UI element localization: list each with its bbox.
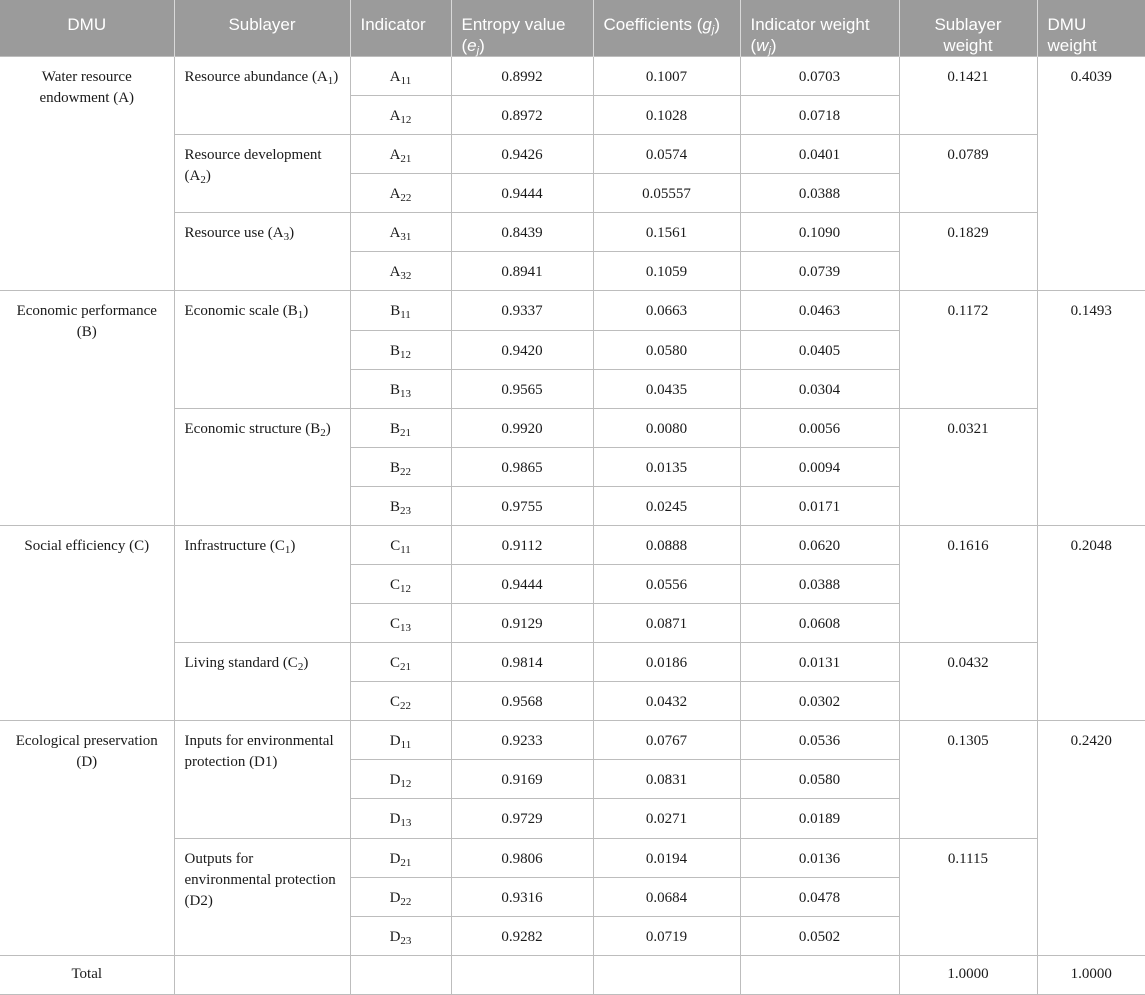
- total-row: [0, 955, 1145, 994]
- indicator-cell: [350, 760, 451, 799]
- sublayer-weight-cell: 0.0432: [899, 643, 1037, 721]
- indicator-letter: A: [389, 186, 401, 203]
- indicator-weight-cell: 0.0189: [740, 799, 899, 838]
- indicator-subscript: 31: [400, 231, 412, 244]
- indicator-letter: C: [389, 694, 400, 711]
- sublayer-weight-cell: 0.1115: [899, 838, 1037, 955]
- indicator-cell: [350, 330, 451, 369]
- indicator-weight-cell: 0.0739: [740, 252, 899, 291]
- header-indicator-weight: [740, 0, 899, 57]
- indicator-cell: [350, 682, 451, 721]
- indicator-weight-cell: 0.0502: [740, 916, 899, 955]
- coefficient-cell: 0.0186: [593, 643, 740, 682]
- indicator-weight-cell: 0.0463: [740, 291, 899, 330]
- coefficient-cell: 0.0831: [593, 760, 740, 799]
- indicator-subscript: 21: [400, 426, 411, 439]
- indicator-weight-cell: 0.0703: [740, 57, 899, 96]
- total-dmu-weight: 1.0000: [1037, 955, 1145, 994]
- header-entropy-close: ): [479, 36, 485, 55]
- sublayer-label: Economic structure (B: [184, 420, 321, 437]
- entropy-cell: 0.9865: [451, 447, 593, 486]
- indicator-cell: [350, 174, 451, 213]
- sublayer-cell: [174, 643, 350, 721]
- entropy-cell: 0.9420: [451, 330, 593, 369]
- coefficient-cell: 0.0432: [593, 682, 740, 721]
- indicator-subscript: 21: [400, 153, 412, 166]
- indicator-letter: D: [389, 889, 401, 906]
- entropy-cell: 0.9806: [451, 838, 593, 877]
- sublayer-cell: [174, 408, 350, 525]
- sublayer-close: ): [289, 225, 295, 242]
- sublayer-cell: [174, 721, 350, 838]
- header-indweight-subscript: j: [768, 45, 771, 57]
- sublayer-label: Living standard (C: [184, 655, 298, 672]
- indicator-weight-cell: 0.0608: [740, 604, 899, 643]
- indicator-letter: C: [389, 655, 400, 672]
- indicator-cell: [350, 408, 451, 447]
- indicator-cell: [350, 447, 451, 486]
- indicator-weight-cell: 0.0580: [740, 760, 899, 799]
- indicator-weight-cell: 0.0536: [740, 721, 899, 760]
- total-label: Total: [0, 955, 174, 994]
- header-coeff-close: ): [714, 15, 720, 34]
- indicator-subscript: 23: [400, 504, 411, 517]
- coefficient-cell: 0.0245: [593, 486, 740, 525]
- indicator-cell: [350, 135, 451, 174]
- indicator-letter: B: [389, 381, 400, 398]
- header-coefficients: [593, 0, 740, 57]
- sublayer-subscript: 1: [284, 543, 291, 556]
- header-entropy-text: Entropy value (: [461, 15, 566, 55]
- sublayer-label: Infrastructure (C: [184, 537, 285, 554]
- indicator-weight-cell: 0.0304: [740, 369, 899, 408]
- sublayer-weight-cell: 0.1421: [899, 57, 1037, 135]
- sublayer-weight-cell: 0.1305: [899, 721, 1037, 838]
- indicator-letter: D: [389, 811, 401, 828]
- indicator-letter: B: [389, 498, 400, 515]
- header-entropy: [451, 0, 593, 57]
- indicator-letter: C: [389, 616, 400, 633]
- indicator-subscript: 22: [400, 895, 412, 908]
- entropy-cell: 0.9129: [451, 604, 593, 643]
- indicator-subscript: 22: [400, 700, 411, 713]
- header-coeff-subscript: j: [711, 24, 715, 36]
- indicator-cell: [350, 96, 451, 135]
- header-dmu: DMU: [0, 0, 174, 57]
- sublayer-close: ): [303, 655, 309, 672]
- indicator-letter: A: [389, 225, 401, 242]
- coefficient-cell: 0.0435: [593, 369, 740, 408]
- indicator-weight-cell: 0.0718: [740, 96, 899, 135]
- indicator-cell: [350, 916, 451, 955]
- empty-cell: [593, 955, 740, 994]
- entropy-cell: 0.9233: [451, 721, 593, 760]
- header-coeff-symbol: g: [702, 15, 712, 34]
- sublayer-cell: [174, 135, 350, 213]
- indicator-weight-cell: 0.0401: [740, 135, 899, 174]
- indicator-weight-cell: 0.0094: [740, 447, 899, 486]
- table-row: [0, 57, 1145, 96]
- indicator-subscript: 12: [400, 348, 411, 361]
- indicator-subscript: 11: [400, 309, 411, 322]
- indicator-weight-cell: 0.0405: [740, 330, 899, 369]
- indicator-subscript: 22: [400, 192, 412, 205]
- entropy-cell: 0.9282: [451, 916, 593, 955]
- indicator-subscript: 32: [400, 270, 412, 283]
- coefficient-cell: 0.0871: [593, 604, 740, 643]
- sublayer-subscript: 3: [283, 231, 290, 244]
- indicator-cell: [350, 643, 451, 682]
- indicator-cell: [350, 525, 451, 564]
- dmu-weight-cell: 0.1493: [1037, 291, 1145, 525]
- header-row: [0, 0, 1145, 57]
- dmu-weight-cell: 0.4039: [1037, 57, 1145, 291]
- indicator-subscript: 23: [400, 934, 412, 947]
- indicator-subscript: 12: [400, 583, 411, 596]
- header-indweight-close: ): [770, 36, 777, 55]
- indicator-cell: [350, 291, 451, 330]
- indicator-subscript: 11: [400, 543, 411, 556]
- entropy-cell: 0.9920: [451, 408, 593, 447]
- indicator-cell: [350, 369, 451, 408]
- empty-cell: [174, 955, 350, 994]
- indicator-weight-cell: 0.1090: [740, 213, 899, 252]
- coefficient-cell: 0.0663: [593, 291, 740, 330]
- indicator-letter: C: [389, 577, 400, 594]
- sublayer-weight-cell: 0.1172: [899, 291, 1037, 408]
- entropy-cell: 0.9337: [451, 291, 593, 330]
- empty-cell: [350, 955, 451, 994]
- sublayer-subscript: 2: [297, 661, 304, 674]
- dmu-cell: Social efficiency (C): [0, 525, 174, 720]
- indicator-letter: D: [389, 733, 401, 750]
- entropy-cell: 0.9444: [451, 565, 593, 604]
- entropy-cell: 0.9169: [451, 760, 593, 799]
- entropy-cell: 0.9814: [451, 643, 593, 682]
- indicator-subscript: 21: [400, 856, 412, 869]
- table-header: [0, 0, 1145, 57]
- table-row: [0, 291, 1145, 330]
- header-sublayer-weight: Sublayer weight: [899, 0, 1037, 57]
- indicator-subscript: 11: [400, 739, 412, 752]
- indicator-subscript: 12: [400, 778, 412, 791]
- sublayer-weight-cell: 0.1829: [899, 213, 1037, 291]
- entropy-cell: 0.8992: [451, 57, 593, 96]
- coefficient-cell: 0.0556: [593, 565, 740, 604]
- indicator-cell: [350, 565, 451, 604]
- indicator-cell: [350, 604, 451, 643]
- dmu-cell: Water resource endowment (A): [0, 57, 174, 291]
- indicator-letter: B: [389, 420, 400, 437]
- coefficient-cell: 0.0080: [593, 408, 740, 447]
- entropy-cell: 0.9444: [451, 174, 593, 213]
- indicator-weight-cell: 0.0171: [740, 486, 899, 525]
- dmu-cell: Ecological preservation (D): [0, 721, 174, 955]
- indicator-letter: D: [389, 850, 401, 867]
- entropy-cell: 0.9755: [451, 486, 593, 525]
- indicator-letter: A: [389, 108, 401, 125]
- sublayer-subscript: 2: [200, 174, 206, 187]
- sublayer-close: ): [325, 420, 331, 437]
- table-body: [0, 57, 1145, 995]
- coefficient-cell: 0.1007: [593, 57, 740, 96]
- entropy-cell: 0.9112: [451, 525, 593, 564]
- indicator-letter: A: [389, 69, 401, 85]
- header-coeff-text: Coefficients (: [603, 15, 703, 34]
- entropy-cell: 0.8941: [451, 252, 593, 291]
- coefficient-cell: 0.0684: [593, 877, 740, 916]
- sublayer-close: ): [333, 69, 339, 85]
- sublayer-cell: [174, 525, 350, 642]
- sublayer-close: ): [290, 537, 296, 554]
- sublayer-subscript: 1: [297, 309, 304, 322]
- indicator-subscript: 13: [400, 387, 411, 400]
- indicator-subscript: 13: [400, 622, 411, 635]
- indicator-letter: B: [389, 342, 400, 359]
- coefficient-cell: 0.0888: [593, 525, 740, 564]
- entropy-cell: 0.9568: [451, 682, 593, 721]
- coefficient-cell: 0.1561: [593, 213, 740, 252]
- coefficient-cell: 0.0194: [593, 838, 740, 877]
- header-indweight-text: Indicator weight (: [750, 15, 870, 55]
- indicator-subscript: 11: [400, 75, 412, 87]
- indicator-weight-cell: 0.0302: [740, 682, 899, 721]
- sublayer-label: Resource abundance (A: [184, 69, 328, 85]
- indicator-cell: [350, 57, 451, 96]
- dmu-weight-cell: 0.2048: [1037, 525, 1145, 720]
- entropy-cell: 0.8972: [451, 96, 593, 135]
- header-sublayer: Sublayer: [174, 0, 350, 57]
- entropy-cell: 0.8439: [451, 213, 593, 252]
- sublayer-cell: [174, 213, 350, 291]
- sublayer-subscript: 1: [327, 75, 334, 87]
- indicator-letter: D: [389, 928, 401, 945]
- empty-cell: [451, 955, 593, 994]
- sublayer-cell: [174, 291, 350, 408]
- sublayer-weight-cell: 0.1616: [899, 525, 1037, 642]
- sublayer-label: Outputs for environmental protection (D2): [184, 850, 336, 909]
- indicator-subscript: 21: [400, 661, 411, 674]
- coefficient-cell: 0.1028: [593, 96, 740, 135]
- indicator-subscript: 22: [400, 465, 411, 478]
- sublayer-cell: [174, 57, 350, 135]
- sublayer-weight-cell: 0.0789: [899, 135, 1037, 213]
- indicator-cell: [350, 252, 451, 291]
- entropy-cell: 0.9565: [451, 369, 593, 408]
- indicator-letter: B: [389, 459, 400, 476]
- header-entropy-symbol: e: [467, 36, 477, 55]
- indicator-cell: [350, 838, 451, 877]
- indicator-letter: A: [389, 264, 401, 281]
- coefficient-cell: 0.0719: [593, 916, 740, 955]
- sublayer-label: Economic scale (B: [184, 303, 298, 320]
- dmu-cell: Economic performance (B): [0, 291, 174, 525]
- table-row: [0, 525, 1145, 564]
- sublayer-label: Resource development (A: [184, 147, 322, 185]
- indicator-weight-cell: 0.0388: [740, 565, 899, 604]
- table-row: [0, 721, 1145, 760]
- header-dmu-weight: DMU weight: [1037, 0, 1145, 57]
- entropy-cell: 0.9316: [451, 877, 593, 916]
- indicator-letter: C: [390, 537, 401, 554]
- indicator-cell: [350, 721, 451, 760]
- coefficient-cell: 0.0767: [593, 721, 740, 760]
- sublayer-weight-cell: 0.0321: [899, 408, 1037, 525]
- indicator-letter: A: [389, 147, 401, 164]
- indicator-weight-cell: 0.0388: [740, 174, 899, 213]
- empty-cell: [740, 955, 899, 994]
- header-indweight-symbol: w: [756, 36, 769, 55]
- total-sublayer-weight: 1.0000: [899, 955, 1037, 994]
- coefficient-cell: 0.0580: [593, 330, 740, 369]
- indicator-cell: [350, 877, 451, 916]
- indicator-cell: [350, 799, 451, 838]
- indicator-weight-cell: 0.0478: [740, 877, 899, 916]
- indicator-cell: [350, 213, 451, 252]
- coefficient-cell: 0.0271: [593, 799, 740, 838]
- indicator-letter: B: [390, 303, 401, 320]
- indicator-cell: [350, 486, 451, 525]
- entropy-cell: 0.9729: [451, 799, 593, 838]
- coefficient-cell: 0.0574: [593, 135, 740, 174]
- coefficient-cell: 0.1059: [593, 252, 740, 291]
- header-entropy-subscript: j: [476, 45, 480, 57]
- indicator-weight-cell: 0.0136: [740, 838, 899, 877]
- indicator-weight-cell: 0.0620: [740, 525, 899, 564]
- indicator-subscript: 12: [400, 114, 412, 127]
- coefficient-cell: 0.05557: [593, 174, 740, 213]
- sublayer-label: Inputs for environmental protection (D1): [184, 733, 334, 771]
- sublayer-close: ): [303, 303, 309, 320]
- dmu-weight-cell: 0.2420: [1037, 721, 1145, 955]
- sublayer-subscript: 2: [320, 426, 326, 439]
- sublayer-close: ): [205, 168, 211, 185]
- entropy-cell: 0.9426: [451, 135, 593, 174]
- indicator-subscript: 13: [400, 817, 412, 830]
- indicator-weight-cell: 0.0056: [740, 408, 899, 447]
- indicator-weight-cell: 0.0131: [740, 643, 899, 682]
- indicator-letter: D: [389, 772, 401, 789]
- header-indicator: Indicator: [350, 0, 451, 57]
- sublayer-cell: [174, 838, 350, 955]
- sublayer-label: Resource use (A: [184, 225, 284, 242]
- coefficient-cell: 0.0135: [593, 447, 740, 486]
